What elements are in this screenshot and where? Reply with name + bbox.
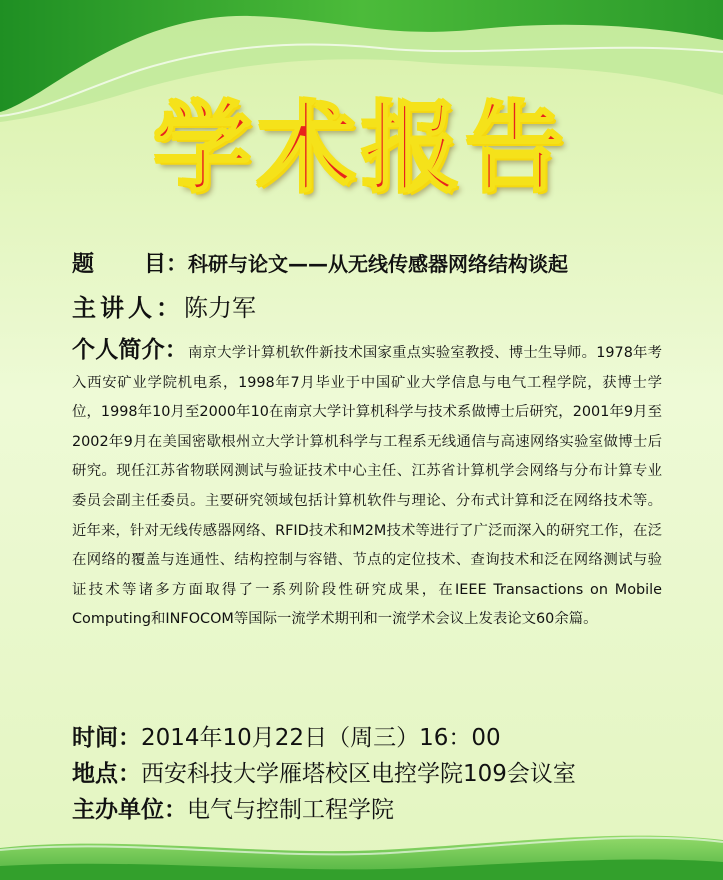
organizer-value: 电气与控制工程学院: [187, 797, 394, 823]
organizer-colon: ：: [164, 797, 187, 823]
bio-text: 南京大学计算机软件新技术国家重点实验室教授、博士生导师。1978年考入西安矿业学院机电系，1998年7月毕业于中国矿业大学信息与电气工程学院，获博士学位，1998年10月至2000年10在南京大学计算机科学与技术系做博士后研究，2001年9月至2002年9月在美国密歇根州立大学计算机科学与工程系无线通信与高速网络实验室做博士后研究。现任江苏省物联网测试与验证技术中心主任、江苏省计算机学会网络与分布计算专业委员会副主任委员。主要研究领域包括计算机软件与理论、分布式计算和泛在网络技术等。近年来，针对无线传感器网络、RFID技术和M2M技术等进行了广泛而深入的研究工作，在泛在网络的覆盖与连通性、结构控制与容错、节点的定位技术、查询技术和泛在网络测试与验证技术等诸多方面取得了一系列阶段性研究成果，在IEEE Transactions on Mobile Computing和INFOCOM等国际一流学术期刊和一流学术会议上发表论文60余篇。: [72, 345, 663, 628]
place-colon: ：: [118, 761, 141, 787]
time-colon: ：: [118, 725, 141, 751]
place-value: 西安科技大学雁塔校区电控学院109会议室: [141, 761, 576, 787]
poster-title: 学术报告: [153, 91, 570, 206]
bio-label: 个人简介: [72, 337, 165, 363]
time-value: 2014年10月22日（周三）16：00: [141, 725, 501, 751]
topic-label-char-2: 目: [144, 252, 167, 277]
topic-colon: ：: [166, 252, 189, 277]
speaker-label: 主讲人: [72, 294, 156, 322]
topic-value: 科研与论文——从无线传感器网络结构谈起: [188, 252, 568, 276]
time-row: [72, 720, 501, 756]
speaker-value: 陈力军: [184, 294, 256, 322]
topic-label-char-1: 题: [72, 252, 95, 277]
place-label: 地点: [72, 761, 118, 787]
topic-label: [72, 247, 188, 283]
time-label: 时间: [72, 725, 118, 751]
bio-colon: ：: [164, 337, 188, 363]
speaker-row: [72, 290, 256, 326]
topic-row: [72, 246, 568, 283]
place-row: [72, 756, 576, 792]
bio-paragraph: [72, 336, 662, 635]
speaker-colon: ：: [156, 294, 184, 322]
organizer-row: [72, 792, 394, 828]
organizer-label: 主办单位: [72, 797, 164, 823]
